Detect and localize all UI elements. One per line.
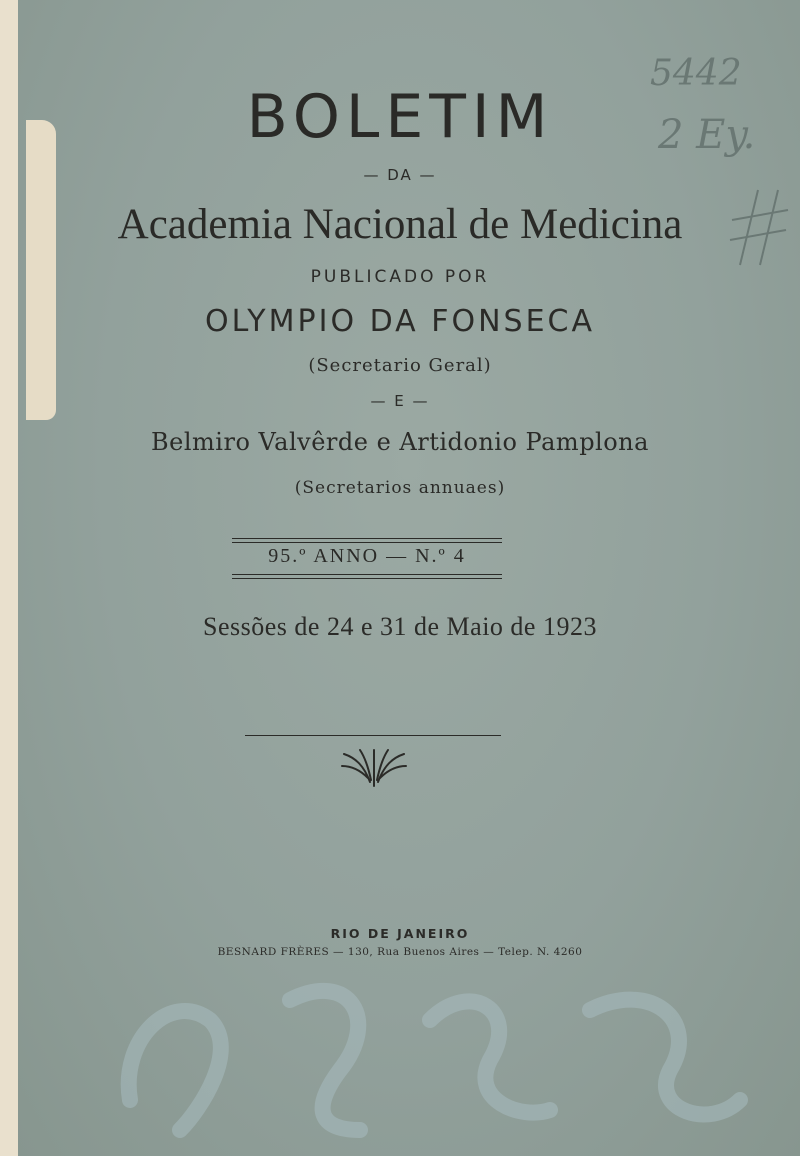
- separator-da: — DA —: [363, 166, 437, 184]
- published-by: PUBLICADO POR: [310, 267, 490, 287]
- co-editors: Belmiro Valvêrde e Artidonio Pamplona: [151, 428, 649, 456]
- co-editors-role: (Secretarios annuaes): [294, 478, 506, 498]
- fleuron-ornament-icon: [334, 742, 414, 792]
- faded-stamp-watermark: [90, 960, 770, 1150]
- issue-box: [232, 538, 502, 580]
- cover-title: BOLETIM: [246, 82, 554, 152]
- issue-rule-top-2: [232, 542, 502, 543]
- separator-e: — E —: [370, 392, 430, 410]
- handwritten-annotation: [640, 30, 790, 270]
- handwritten-line-2: 2 Ey.: [658, 112, 756, 158]
- sessions-date: Sessões de 24 e 31 de Maio de 1923: [203, 612, 597, 641]
- editor-role: (Secretario Geral): [308, 355, 492, 376]
- issue-rule-bottom: [232, 574, 502, 575]
- handwritten-line-1: 5442: [650, 53, 742, 94]
- issue-rule-top: [232, 538, 502, 539]
- ornament-rule: [245, 735, 501, 736]
- issue-rule-bottom-2: [232, 578, 502, 579]
- academy-name: Academia Nacional de Medicina: [117, 201, 683, 248]
- printer-line: BESNARD FRÈRES — 130, Rua Buenos Aires — Telep. N. 4260: [217, 946, 583, 958]
- editor-name: OLYMPIO DA FONSECA: [204, 304, 596, 339]
- issue-number: 95.º ANNO — N.º 4: [268, 545, 466, 567]
- publisher-city: RIO DE JANEIRO: [330, 926, 470, 941]
- handwritten-hash-mark: [730, 190, 788, 265]
